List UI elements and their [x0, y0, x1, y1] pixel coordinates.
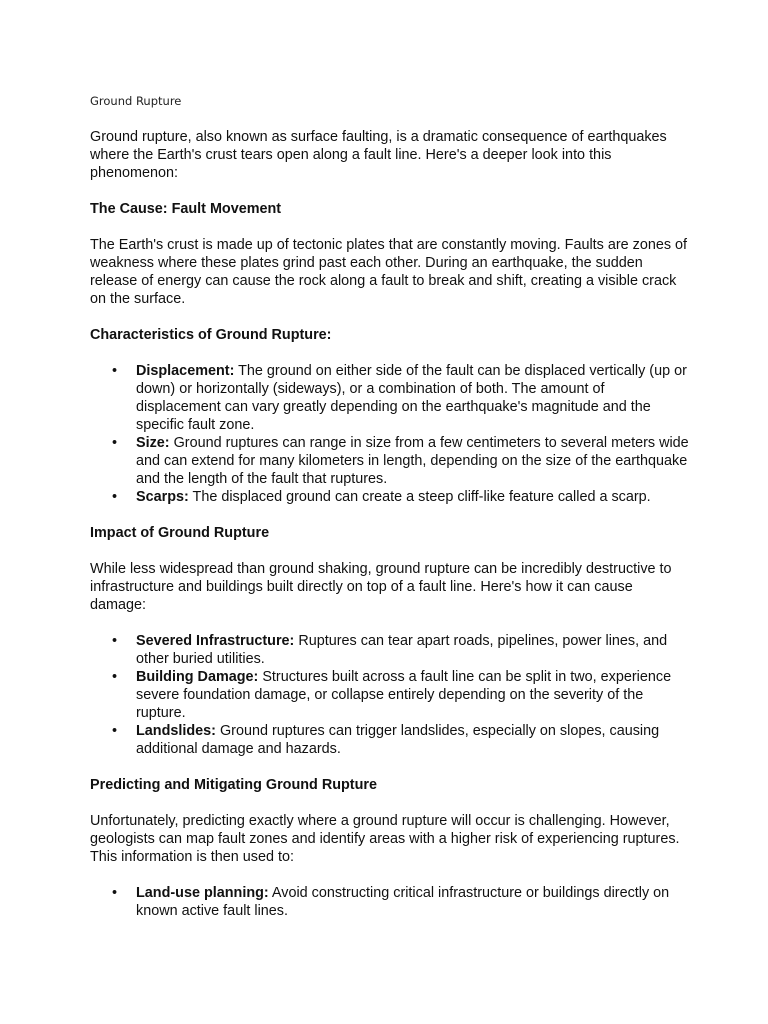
- impact-paragraph: While less widespread than ground shaking, ground rupture can be incredibly destructive to infrastructure and buildings built directly on top of a fault line. Here's how it can cause damage:: [90, 561, 672, 613]
- list-item-term: Severed Infrastructure:: [136, 633, 295, 649]
- list-item-landslides: [136, 722, 690, 758]
- cause-paragraph: The Earth's crust is made up of tectonic plates that are constantly moving. Faults are zones of weakness where these plates grind past each other. During an earthquake, the sudden release of energy can cause the rock along a fault to break and shift, creating a visible crack on the surface.: [90, 237, 688, 307]
- list-item-term: Land-use planning:: [136, 885, 269, 901]
- list-item-term: Displacement:: [136, 363, 235, 379]
- impact-list: [90, 632, 690, 758]
- list-item-text: Ruptures can tear apart roads, pipelines, power lines, and other buried utilities.: [136, 633, 668, 667]
- list-item-text: Structures built across a fault line can be split in two, experience severe foundation damage, or collapse entirely depending on the severity of the rupture.: [136, 669, 672, 721]
- list-item-term: Building Damage:: [136, 669, 259, 685]
- list-item-land-use-planning: [136, 884, 690, 920]
- document-title: Ground Rupture: [90, 94, 182, 108]
- list-item-term: Size:: [136, 435, 170, 451]
- section-heading-characteristics: Characteristics of Ground Rupture:: [90, 327, 332, 343]
- list-item-text: Ground ruptures can trigger landslides, especially on slopes, causing additional damage and hazards.: [136, 723, 660, 757]
- list-item-size: [136, 434, 690, 488]
- list-item-term: Landslides:: [136, 723, 216, 739]
- section-heading-cause: The Cause: Fault Movement: [90, 201, 282, 217]
- predicting-paragraph: Unfortunately, predicting exactly where a ground rupture will occur is challenging. However, geologists can map fault zones and identify areas with a higher risk of experiencing ruptures. This information is then used to:: [90, 813, 680, 865]
- section-heading-impact: Impact of Ground Rupture: [90, 525, 270, 541]
- list-item-scarps: [136, 488, 690, 506]
- list-item-text: Avoid constructing critical infrastructure or buildings directly on known active fault lines.: [136, 885, 670, 919]
- section-heading-predicting: Predicting and Mitigating Ground Rupture: [90, 777, 377, 793]
- list-item-text: Ground ruptures can range in size from a few centimeters to several meters wide and can extend for many kilometers in length, depending on the size of the earthquake and the length of the fault that ruptures.: [136, 435, 689, 487]
- characteristics-list: [90, 362, 690, 506]
- list-item-text: The displaced ground can create a steep cliff-like feature called a scarp.: [188, 489, 651, 505]
- list-item-displacement: [136, 362, 690, 434]
- predicting-list: [90, 884, 690, 920]
- document-page: [90, 93, 690, 938]
- list-item-term: Scarps:: [136, 489, 189, 505]
- intro-paragraph: Ground rupture, also known as surface faulting, is a dramatic consequence of earthquakes where the Earth's crust tears open along a fault line. Here's a deeper look into this phenomenon:: [90, 129, 667, 181]
- list-item-severed-infrastructure: [136, 632, 690, 668]
- list-item-text: The ground on either side of the fault can be displaced vertically (up or down) or horizontally (sideways), or a combination of both. The amount of displacement can vary greatly depending on the earthquake's magnitude and the specific fault zone.: [136, 363, 687, 433]
- list-item-building-damage: [136, 668, 690, 722]
